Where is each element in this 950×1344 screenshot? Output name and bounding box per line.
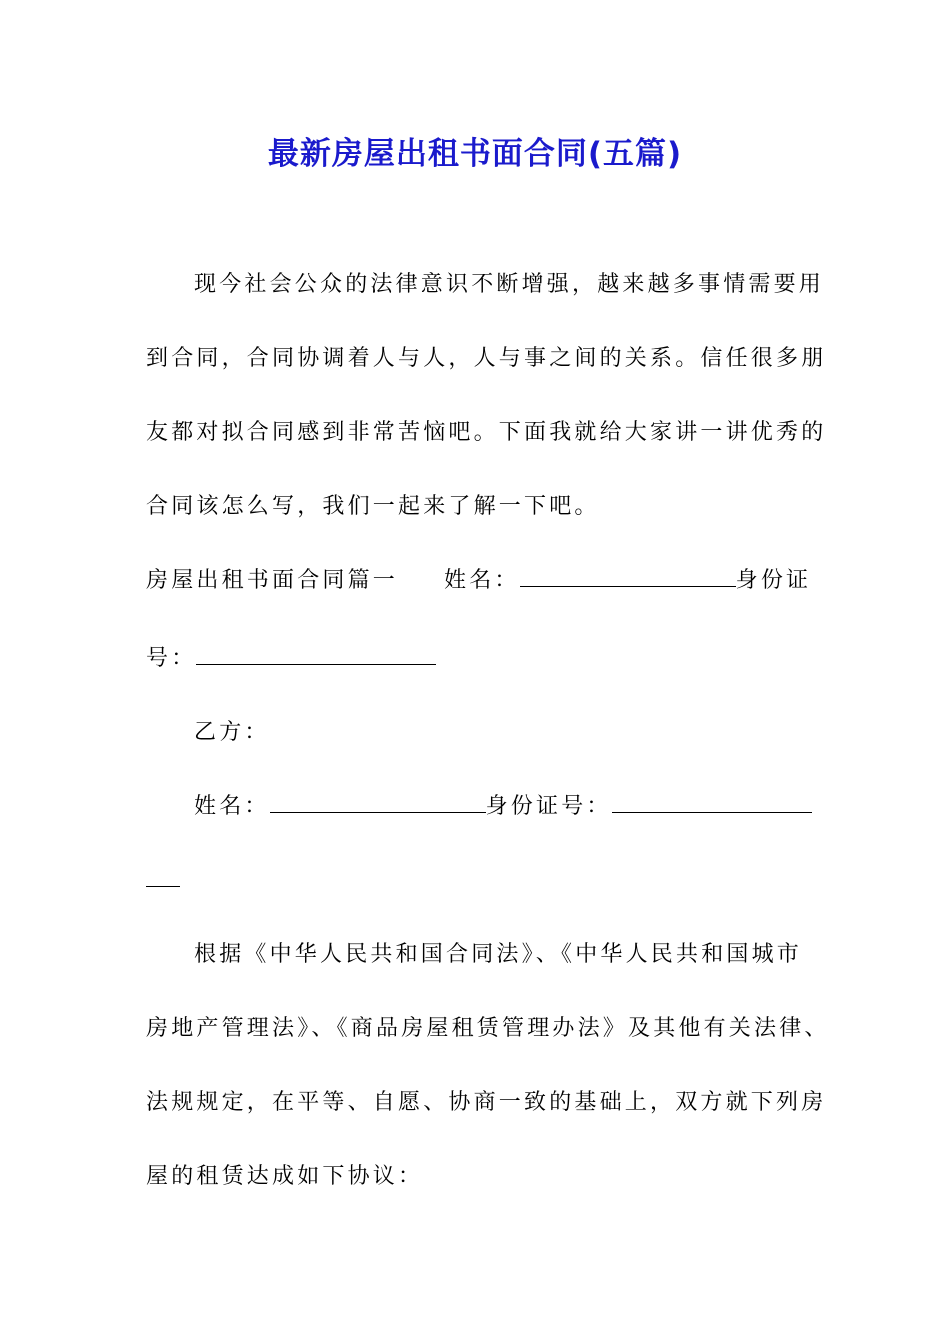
- basis-line-4: 屋的租赁达成如下协议：: [146, 1164, 424, 1189]
- basis-line-1: 根据《中华人民共和国合同法》、《中华人民共和国城市: [194, 942, 803, 967]
- intro-line-2: 到合同，合同协调着人与人，人与事之间的关系。信任很多朋: [146, 346, 827, 371]
- party-a-id-label-end: 号：: [146, 646, 197, 671]
- intro-line-3: 友都对拟合同感到非常苦恼吧。下面我就给大家讲一讲优秀的: [146, 420, 827, 445]
- party-a-line: [146, 563, 816, 599]
- party-a-name-label: 姓名：: [444, 568, 520, 593]
- party-b-name-label: 姓名：: [194, 794, 270, 819]
- party-a-id-line: [146, 641, 816, 677]
- section-heading: 房屋出租书面合同篇一: [146, 568, 399, 593]
- basis-line-3: 法规规定，在平等、自愿、协商一致的基础上，双方就下列房: [146, 1090, 827, 1115]
- intro-line-4: 合同该怎么写，我们一起来了解一下吧。: [146, 494, 600, 519]
- party-a-name-blank: [520, 564, 736, 587]
- party-b-id-continuation: [146, 863, 816, 899]
- document-title: 最新房屋出租书面合同(五篇): [267, 136, 683, 172]
- intro-line-1: 现今社会公众的法律意识不断增强，越来越多事情需要用: [194, 272, 825, 297]
- party-b-name-blank: [270, 790, 486, 813]
- party-a-id-blank: [196, 642, 436, 665]
- party-a-id-label-start: 身份证: [735, 568, 812, 593]
- party-b-id-label: 身份证号：: [485, 794, 612, 819]
- party-b-id-blank: [612, 790, 812, 813]
- basis-line-2: 房地产管理法》、《商品房屋租赁管理办法》及其他有关法律、: [146, 1016, 830, 1041]
- party-b-label: 乙方：: [194, 720, 270, 745]
- party-b-id-blank-continued: [146, 864, 180, 887]
- party-b-line: [194, 789, 816, 825]
